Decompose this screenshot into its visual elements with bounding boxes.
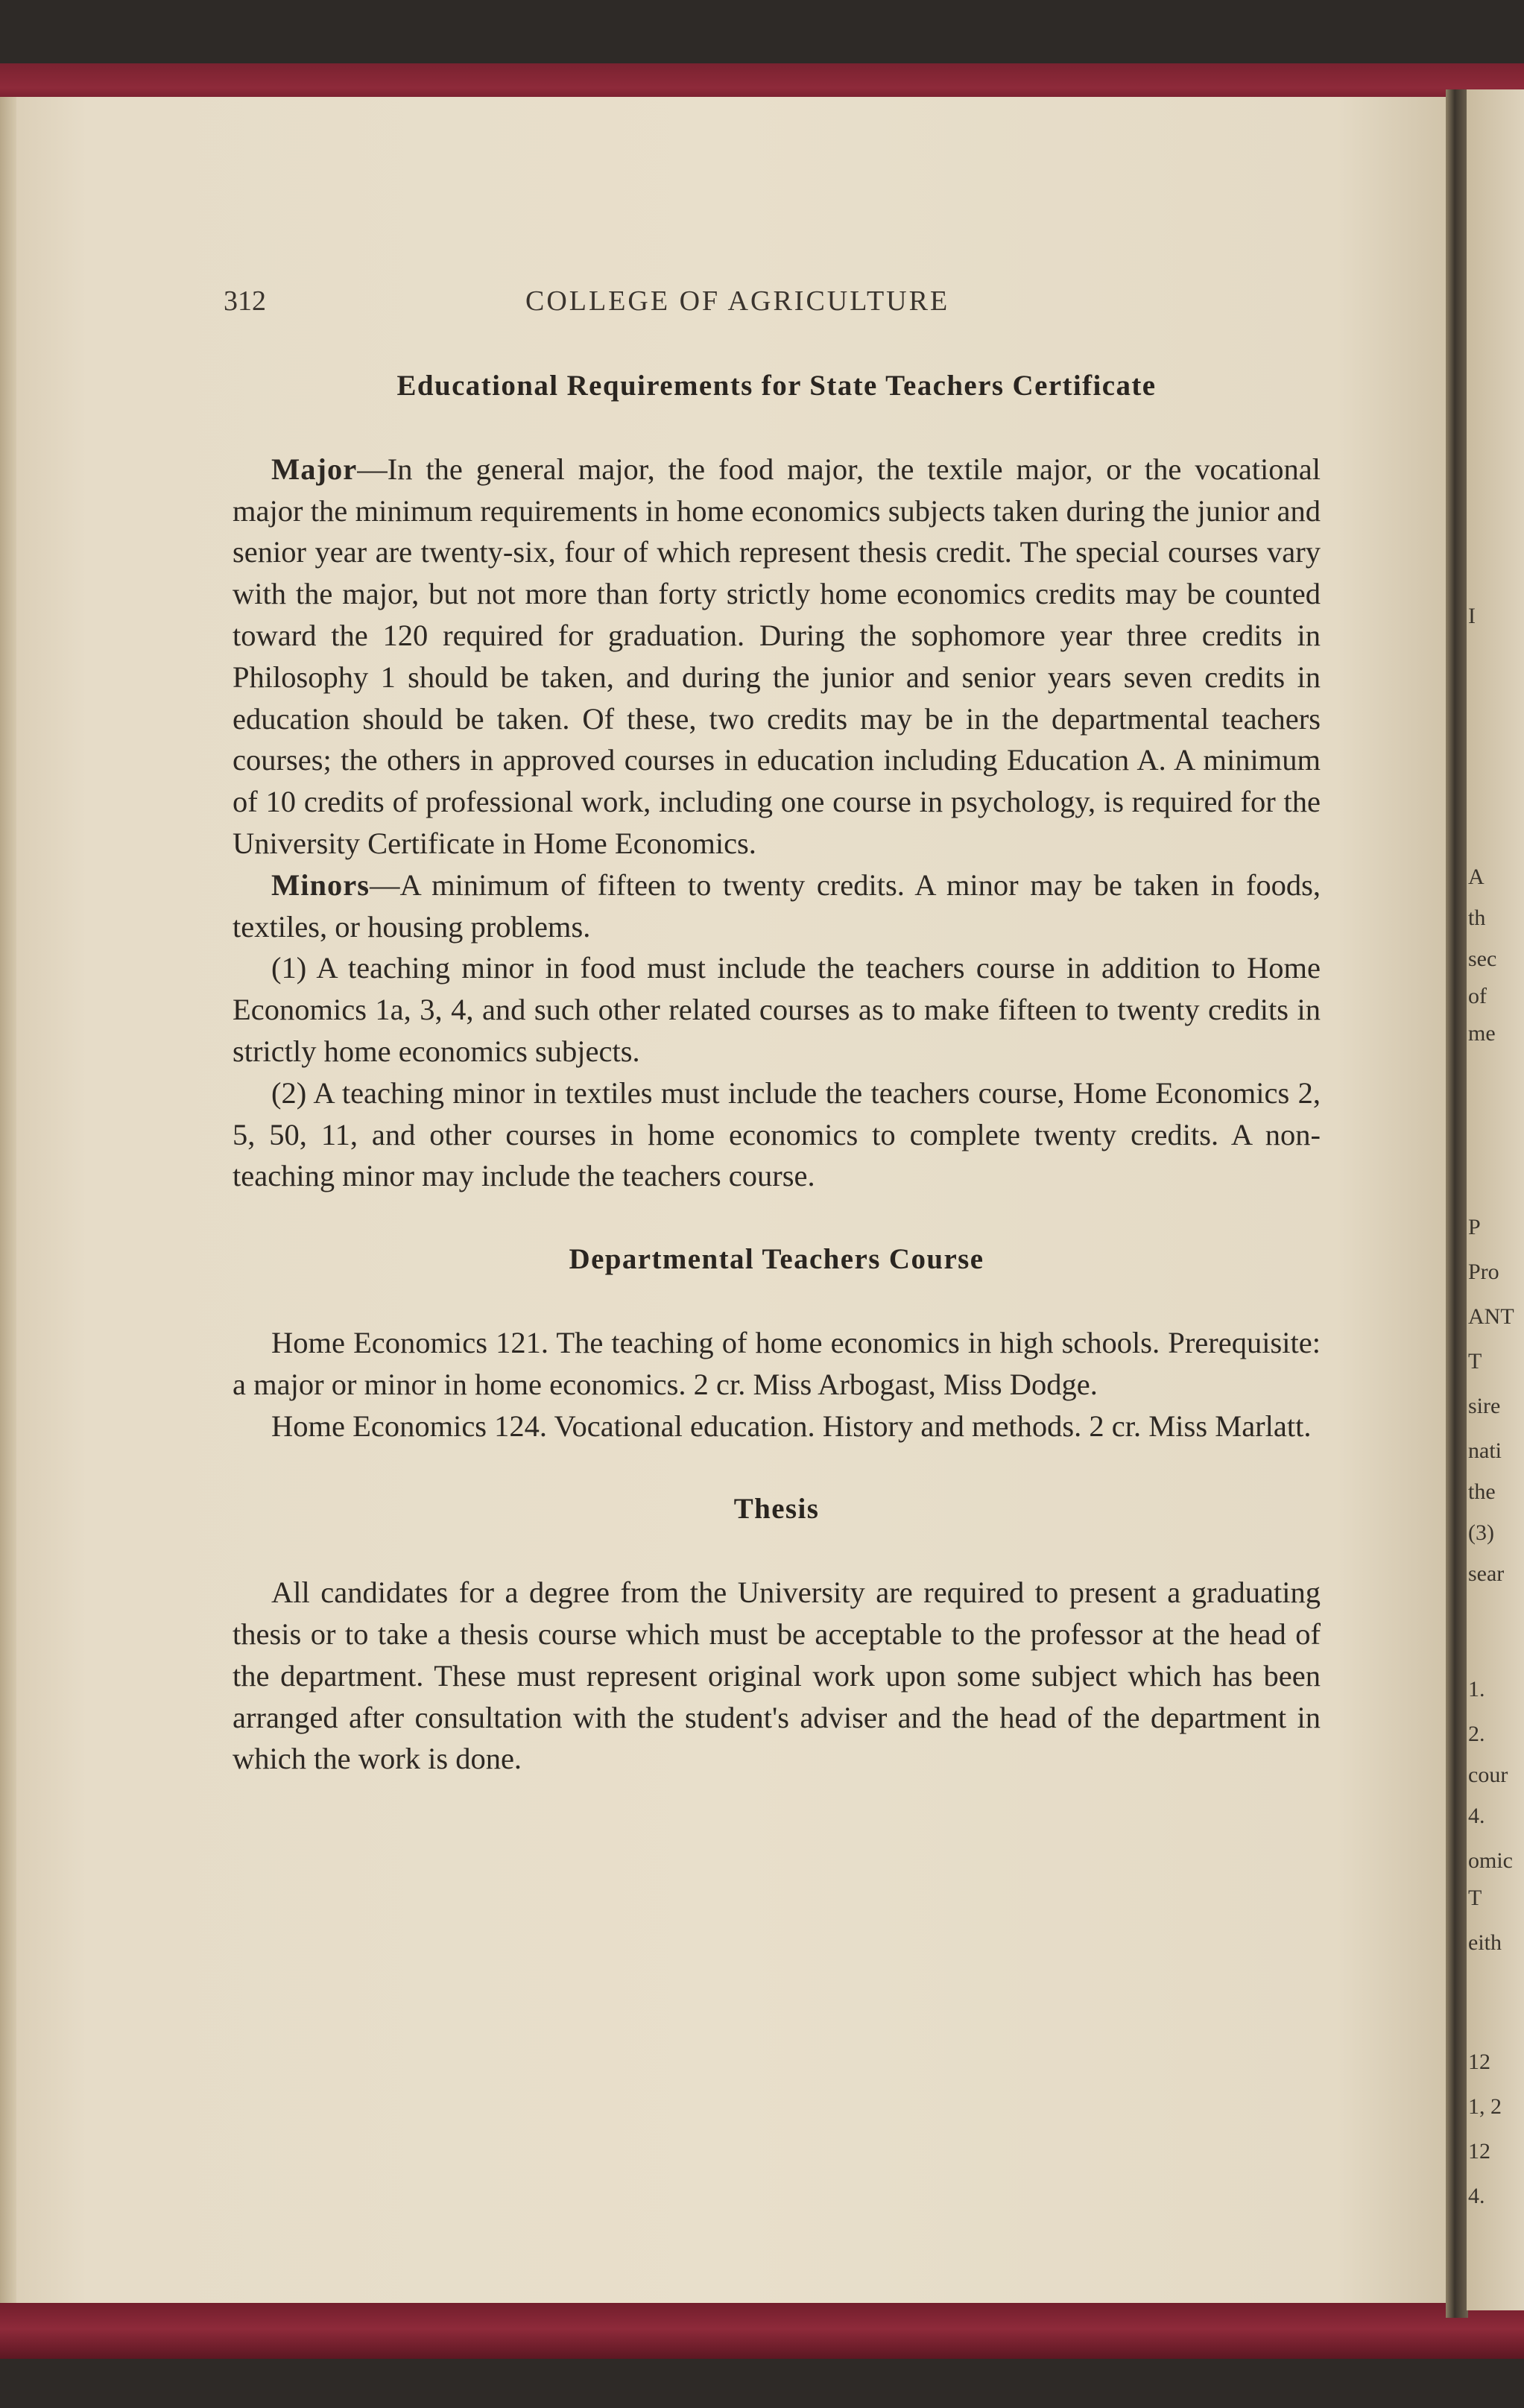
section-heading-certificate: Educational Requirements for State Teachers Certificate: [396, 370, 1157, 402]
paragraph-minors: [233, 865, 1321, 948]
run-in-label-minors: Minors: [271, 868, 370, 902]
paragraph-thesis: All candidates for a degree from the University are required to present a graduating thesis or to take a thesis course which must be acceptable to the professor at the head of the department. These must represent original work upon some subject which has been arranged after consultation with the student's adviser and the head of the department in which the work is done.: [233, 1576, 1321, 1776]
adjacent-page-fragment: sear: [1468, 1561, 1505, 1586]
adjacent-page-fragment: nati: [1468, 1438, 1502, 1463]
adjacent-page-fragment: the: [1468, 1479, 1496, 1504]
major-text: —In the general major, the food major, the textile major, or the vocational major the minimum requirements in home economics subjects taken during the junior and senior year are twenty-six, four of which represent thesis credit. The special courses vary with the major, but not more than forty strictly home economics credits may be counted toward the 120 required for graduation. During the sophomore year three credits in Philosophy 1 should be taken, and during the junior and senior years seven credits in education should be taken. Of these, two credits may be in the departmental teachers courses; the others in approved courses in education including Education A. A minimum of 10 credits of professional work, including one course in psychology, is required for the University Certificate in Home Economics.: [233, 452, 1321, 860]
running-title: COLLEGE OF AGRICULTURE: [525, 285, 950, 317]
adjacent-page-fragment: P: [1468, 1215, 1481, 1239]
adjacent-page-fragment: (3): [1468, 1520, 1494, 1545]
adjacent-page-fragment: 2.: [1468, 1722, 1485, 1746]
paragraph-major: [233, 449, 1321, 865]
page-header: [224, 285, 1028, 322]
adjacent-page-fragment: 4.: [1468, 2184, 1485, 2208]
adjacent-page-fragment: 12: [1468, 2050, 1490, 2074]
run-in-label-major: Major: [271, 452, 358, 486]
adjacent-page-fragment: A: [1468, 865, 1485, 889]
page-number: 312: [224, 285, 266, 317]
adjacent-page-fragment: 1.: [1468, 1677, 1485, 1701]
adjacent-page-fragment: sec: [1468, 947, 1497, 971]
adjacent-page-fragment: sire: [1468, 1394, 1501, 1418]
minors-text: —A minimum of fifteen to twenty credits. A minor may be taken in foods, textiles, or housing problems.: [233, 868, 1321, 944]
adjacent-page-fragment: of: [1468, 984, 1487, 1008]
adjacent-page-fragment: me: [1468, 1021, 1496, 1046]
adjacent-page-fragment: 4.: [1468, 1804, 1485, 1828]
adjacent-page-fragment: 1, 2: [1468, 2094, 1502, 2119]
page-left-edge: [0, 97, 16, 2303]
adjacent-page-fragment: T: [1468, 1886, 1482, 1910]
section-heading-thesis: Thesis: [733, 1493, 820, 1526]
adjacent-page-fragment: omic: [1468, 1848, 1513, 1873]
adjacent-page-fragment: I: [1468, 604, 1476, 628]
adjacent-page-fragment: cour: [1468, 1763, 1508, 1787]
paragraph-course-124: Home Economics 124. Vocational education. History and methods. 2 cr. Miss Marlatt.: [271, 1409, 1312, 1443]
adjacent-page-fragment: th: [1468, 906, 1486, 930]
adjacent-page-fragment: ANT: [1468, 1304, 1514, 1329]
paragraph-minor-food: (1) A teaching minor in food must include the teachers course in addition to Home Economics 1a, 3, 4, and such other related courses as to make fifteen to twenty credits in strictly home economics subjects.: [233, 951, 1321, 1068]
paragraph-minor-textiles: (2) A teaching minor in textiles must include the teachers course, Home Economics 2, 5, 50, 11, and other courses in home economics to complete twenty credits. A non-teaching minor may include the teachers course.: [233, 1075, 1321, 1193]
adjacent-page-fragment: Pro: [1468, 1260, 1499, 1284]
section-heading-departmental: Departmental Teachers Course: [569, 1243, 984, 1276]
book-cover-bottom-edge: [0, 2299, 1524, 2359]
paragraph-course-121: Home Economics 121. The teaching of home economics in high schools. Prerequisite: a major or minor in home economics. 2 cr. Miss Arbogast, Miss Dodge.: [233, 1325, 1321, 1401]
adjacent-page-fragment: eith: [1468, 1930, 1502, 1955]
page-content: [233, 365, 1321, 1780]
adjacent-page-edge: [1467, 89, 1524, 2310]
adjacent-page-fragment: T: [1468, 1349, 1482, 1374]
adjacent-page-fragment: 12: [1468, 2139, 1490, 2164]
book-gutter: [1446, 89, 1468, 2318]
